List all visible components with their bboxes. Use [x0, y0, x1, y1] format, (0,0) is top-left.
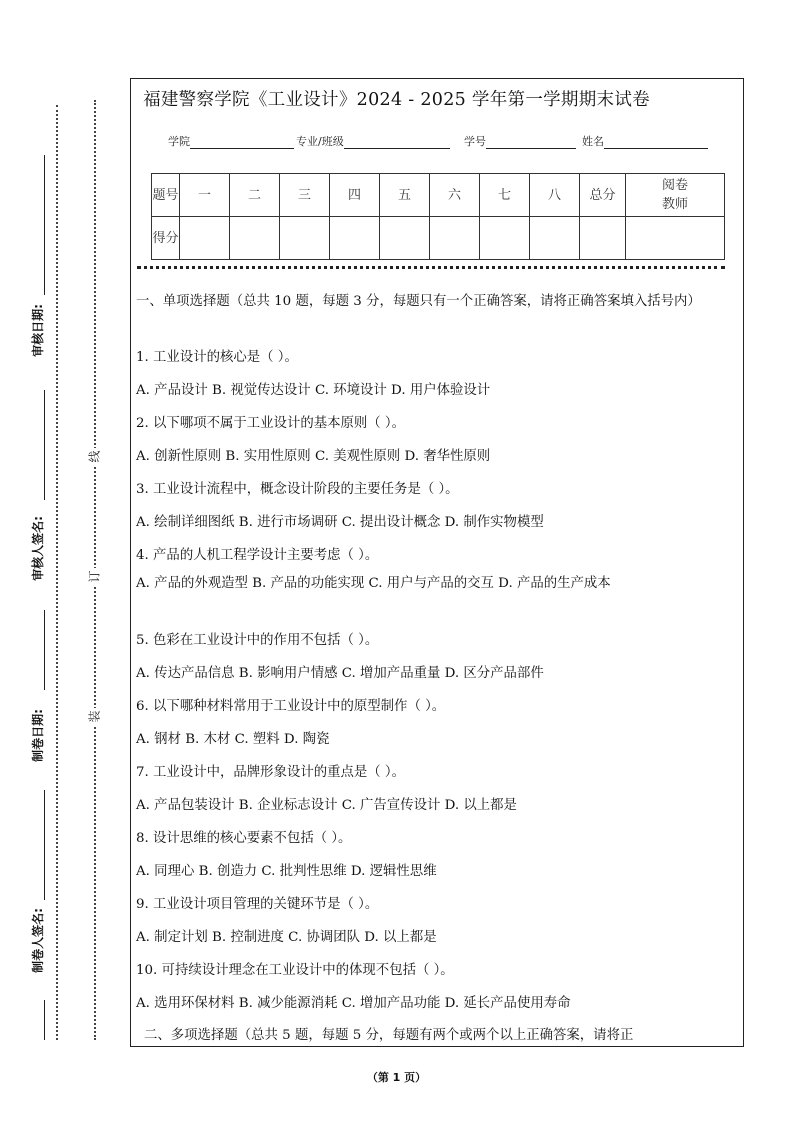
question-6: 6. 以下哪种材料常用于工业设计中的原型制作（ ）。: [136, 699, 446, 714]
exam-title: 福建警察学院《工业设计》2024 - 2025 学年第一学期期末试卷: [143, 90, 650, 110]
question-9: 9. 工业设计项目管理的关键环节是（ ）。: [136, 897, 379, 912]
score-cell[interactable]: [530, 217, 580, 260]
section2-header: 二、多项选择题（总共 5 题，每题 5 分，每题有两个或两个以上正确答案，请将正: [144, 1028, 634, 1043]
question-7: 7. 工业设计中，品牌形象设计的重点是（ ）。: [136, 765, 406, 780]
options-4: A. 产品的外观造型 B. 产品的功能实现 C. 用户与产品的交互 D. 产品的生产成本: [136, 576, 611, 591]
binding-order-char: 订: [82, 568, 106, 585]
score-table-score-row: [152, 217, 725, 260]
reviewer-cell[interactable]: [626, 217, 725, 260]
score-row-label: 得分: [152, 217, 180, 260]
total-score-header: 总分: [580, 174, 626, 217]
total-score-cell[interactable]: [580, 217, 626, 260]
options-7: A. 产品包装设计 B. 企业标志设计 C. 广告宣传设计 D. 以上都是: [136, 798, 517, 813]
score-table-header-row: [152, 174, 725, 217]
options-9: A. 制定计划 B. 控制进度 C. 协调团队 D. 以上都是: [136, 930, 437, 945]
question-4: 4. 产品的人机工程学设计主要考虑（ ）。: [136, 548, 379, 563]
preparer-sign-label: 制卷人签名:: [30, 907, 45, 973]
column-header: 五: [380, 174, 430, 217]
options-8: A. 同理心 B. 创造力 C. 批判性思维 D. 逻辑性思维: [136, 864, 437, 879]
binding-dotted-line-outer: [56, 105, 58, 1040]
question-8: 8. 设计思维的核心要素不包括（ ）。: [136, 831, 352, 846]
options-3: A. 绘制详细图纸 B. 进行市场调研 C. 提出设计概念 D. 制作实物模型: [136, 515, 544, 530]
binding-line-char: 线: [82, 448, 106, 465]
page-number: （第 1 页）: [366, 1071, 427, 1084]
reviewer-sign-label: 审核人签名:: [30, 515, 45, 581]
score-cell[interactable]: [380, 217, 430, 260]
prep-date-label: 制卷日期:: [30, 708, 45, 762]
score-cell[interactable]: [180, 217, 230, 260]
options-6: A. 钢材 B. 木材 C. 塑料 D. 陶瓷: [136, 732, 330, 747]
binding-solid-line: [44, 390, 45, 500]
header-separator: [137, 266, 725, 269]
score-cell[interactable]: [280, 217, 330, 260]
column-header: 二: [230, 174, 280, 217]
name-field: 姓名: [582, 133, 708, 149]
options-5: A. 传达产品信息 B. 影响用户情感 C. 增加产品重量 D. 区分产品部件: [136, 666, 544, 681]
column-header: 六: [430, 174, 480, 217]
reviewer-header: 阅卷教师: [626, 174, 725, 217]
column-header: 三: [280, 174, 330, 217]
question-3: 3. 工业设计流程中，概念设计阶段的主要任务是（ ）。: [136, 482, 459, 497]
binding-solid-line: [44, 1000, 45, 1040]
question-10: 10. 可持续设计理念在工业设计中的体现不包括（ ）。: [136, 963, 454, 978]
question-2: 2. 以下哪项不属于工业设计的基本原则（ ）。: [136, 416, 406, 431]
section1-header: 一、单项选择题（总共 10 题，每题 3 分，每题只有一个正确答案，请将正确答案填入括号内）: [136, 294, 701, 309]
major-class-field: 专业/班级: [296, 133, 450, 149]
options-10: A. 选用环保材料 B. 减少能源消耗 C. 增加产品功能 D. 延长产品使用寿命: [136, 996, 571, 1011]
column-header: 八: [530, 174, 580, 217]
score-cell[interactable]: [430, 217, 480, 260]
options-1: A. 产品设计 B. 视觉传达设计 C. 环境设计 D. 用户体验设计: [136, 383, 491, 398]
binding-bind-char: 装: [82, 708, 106, 725]
score-cell[interactable]: [330, 217, 380, 260]
student-id-field: 学号: [464, 133, 576, 149]
college-field: 学院: [168, 133, 294, 149]
column-header: 七: [480, 174, 530, 217]
college-blank[interactable]: [190, 136, 294, 149]
question-5: 5. 色彩在工业设计中的作用不包括（ ）。: [136, 633, 379, 648]
student-info-row: [168, 133, 728, 149]
score-cell[interactable]: [480, 217, 530, 260]
review-date-label: 审核日期:: [30, 303, 45, 357]
question-1: 1. 工业设计的核心是（ ）。: [136, 350, 298, 365]
name-blank[interactable]: [604, 136, 708, 149]
major-class-blank[interactable]: [344, 136, 450, 149]
score-cell[interactable]: [230, 217, 280, 260]
score-table: [151, 173, 725, 260]
options-2: A. 创新性原则 B. 实用性原则 C. 美观性原则 D. 奢华性原则: [136, 449, 491, 464]
student-id-blank[interactable]: [486, 136, 576, 149]
column-header: 一: [180, 174, 230, 217]
column-header: 四: [330, 174, 380, 217]
question-number-label: 题号: [152, 174, 180, 217]
